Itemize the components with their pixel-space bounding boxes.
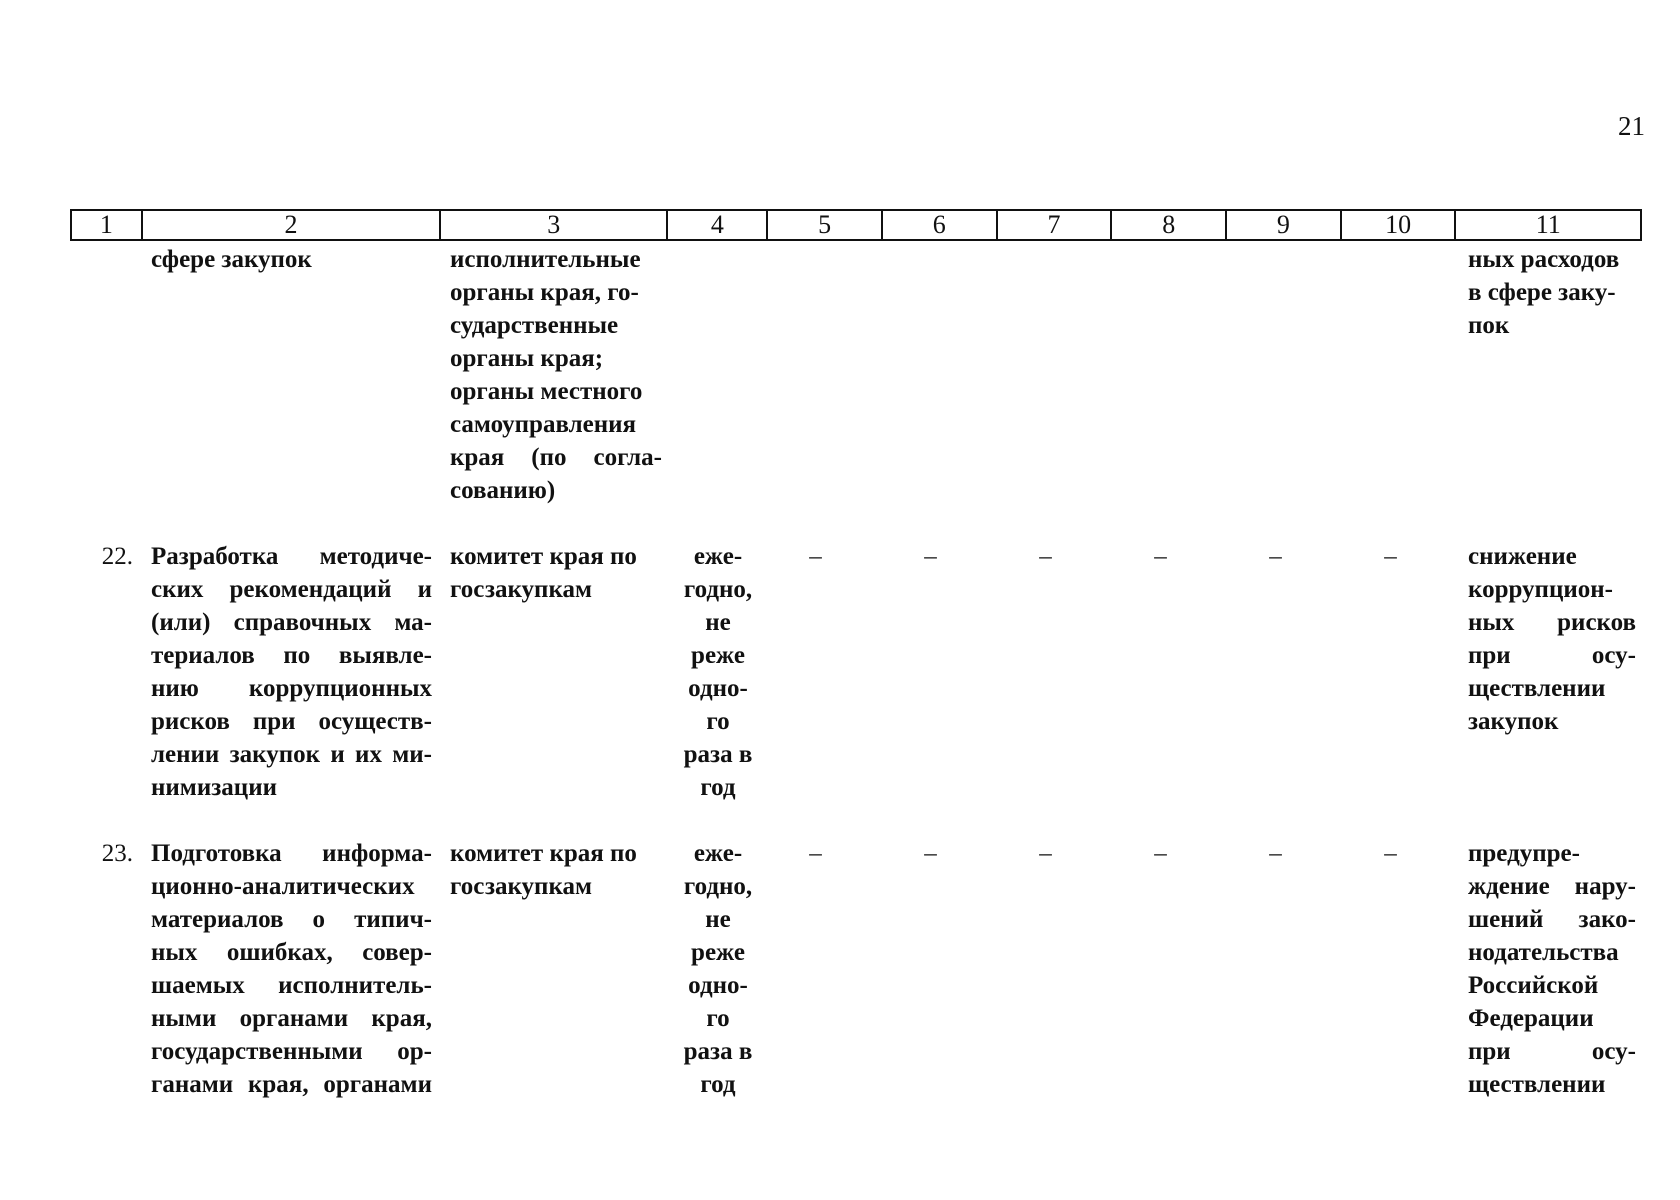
term-line: год xyxy=(700,774,736,801)
term-line: реже xyxy=(691,642,745,669)
result-line: ждение нару- xyxy=(1468,873,1636,900)
result-line: шений зако- xyxy=(1468,906,1636,933)
header-col-6: 6 xyxy=(883,211,998,239)
row-result xyxy=(1458,243,1642,342)
row-result xyxy=(1458,837,1642,1101)
result-line: Федерации xyxy=(1468,1005,1594,1032)
name-line: материалов о типич- xyxy=(151,906,432,933)
name-line: Разработка методиче- xyxy=(151,543,432,570)
row-executor xyxy=(440,540,668,606)
header-col-2: 2 xyxy=(143,211,441,239)
result-line: Российской xyxy=(1468,972,1599,999)
name-line: ских рекомендаций и xyxy=(151,576,432,603)
term-line: годно, xyxy=(683,873,753,900)
executor-line: исполнительные xyxy=(450,246,641,273)
row-executor xyxy=(440,837,668,903)
term-line: го xyxy=(706,708,730,735)
header-col-8: 8 xyxy=(1112,211,1227,239)
result-line: закупок xyxy=(1468,708,1559,735)
name-line: лении закупок и их ми- xyxy=(151,741,432,768)
name-line: шаемых исполнитель- xyxy=(151,972,432,999)
executor-line: органы местного xyxy=(450,378,643,405)
row-term xyxy=(668,540,768,804)
header-col-7: 7 xyxy=(998,211,1113,239)
row-result xyxy=(1458,540,1642,738)
name-line: ганами края, органами xyxy=(151,1071,432,1098)
row-col-7: – xyxy=(1039,840,1052,867)
result-line: при осу- xyxy=(1468,642,1636,669)
header-col-4: 4 xyxy=(668,211,768,239)
header-col-5: 5 xyxy=(768,211,883,239)
result-line: ных расходов xyxy=(1468,246,1620,273)
result-line: коррупцион- xyxy=(1468,576,1613,603)
name-line: рисков при осуществ- xyxy=(151,708,432,735)
row-name xyxy=(141,243,440,276)
result-line: ных рисков xyxy=(1468,609,1636,636)
term-line: одно- xyxy=(688,972,748,999)
row-col-10: – xyxy=(1384,543,1397,570)
row-col-6: – xyxy=(924,840,937,867)
term-line: еже- xyxy=(693,543,743,570)
row-col-5: – xyxy=(809,543,822,570)
row-term xyxy=(668,837,768,1101)
term-line: одно- xyxy=(688,675,748,702)
name-line: сфере закупок xyxy=(151,246,312,273)
name-line: нию коррупционных xyxy=(151,675,432,702)
executor-line: комитет края по xyxy=(450,543,637,570)
row-col-8: – xyxy=(1154,543,1167,570)
row-col-6: – xyxy=(924,543,937,570)
table-header-row xyxy=(70,209,1642,241)
name-line: государственными ор- xyxy=(151,1038,432,1065)
result-line: при осу- xyxy=(1468,1038,1636,1065)
executor-line: сударственные xyxy=(450,312,619,339)
term-line: годно, xyxy=(683,576,753,603)
result-line: в сфере заку- xyxy=(1468,279,1616,306)
executor-line: комитет края по xyxy=(450,840,637,867)
name-line: териалов по выявле- xyxy=(151,642,432,669)
table-row xyxy=(70,243,1642,507)
name-line: ными органами края, xyxy=(151,1005,432,1032)
row-col-5: – xyxy=(809,840,822,867)
row-col-9: – xyxy=(1269,543,1282,570)
executor-line: сованию) xyxy=(450,477,556,504)
result-line: пок xyxy=(1468,312,1510,339)
header-col-3: 3 xyxy=(441,211,668,239)
header-col-1: 1 xyxy=(72,211,143,239)
name-line: нимизации xyxy=(151,774,278,801)
term-line: го xyxy=(706,1005,730,1032)
result-line: ществлении xyxy=(1468,675,1606,702)
row-executor xyxy=(440,243,668,507)
result-line: снижение xyxy=(1468,543,1577,570)
row-name xyxy=(141,540,440,804)
executor-line: органы края; xyxy=(450,345,604,372)
row-number: 23. xyxy=(101,840,133,867)
name-line: Подготовка информа- xyxy=(151,840,432,867)
row-number: 22. xyxy=(101,543,133,570)
result-line: ществлении xyxy=(1468,1071,1606,1098)
term-line: не xyxy=(705,906,731,933)
name-line: ционно-аналитических xyxy=(151,873,415,900)
row-name xyxy=(141,837,440,1101)
result-line: нодательства xyxy=(1468,939,1619,966)
page-number: 21 xyxy=(1618,111,1645,141)
executor-line: края (по согла- xyxy=(450,444,662,471)
term-line: раза в xyxy=(683,1038,753,1065)
table-row xyxy=(70,540,1642,804)
term-line: реже xyxy=(691,939,745,966)
row-col-9: – xyxy=(1269,840,1282,867)
header-col-9: 9 xyxy=(1227,211,1342,239)
header-col-11: 11 xyxy=(1535,210,1561,239)
row-col-8: – xyxy=(1154,840,1167,867)
term-line: еже- xyxy=(693,840,743,867)
table-row xyxy=(70,837,1642,1101)
header-col-10: 10 xyxy=(1342,211,1457,239)
row-col-10: – xyxy=(1384,840,1397,867)
term-line: не xyxy=(705,609,731,636)
result-line: предупре- xyxy=(1468,840,1580,867)
executor-line: органы края, го- xyxy=(450,279,639,306)
term-line: год xyxy=(700,1071,736,1098)
executor-line: госзакупкам xyxy=(450,873,593,900)
name-line: ных ошибках, совер- xyxy=(151,939,432,966)
executor-line: самоуправления xyxy=(450,411,637,438)
name-line: (или) справочных ма- xyxy=(151,609,432,636)
executor-line: госзакупкам xyxy=(450,576,593,603)
row-col-7: – xyxy=(1039,543,1052,570)
term-line: раза в xyxy=(683,741,753,768)
